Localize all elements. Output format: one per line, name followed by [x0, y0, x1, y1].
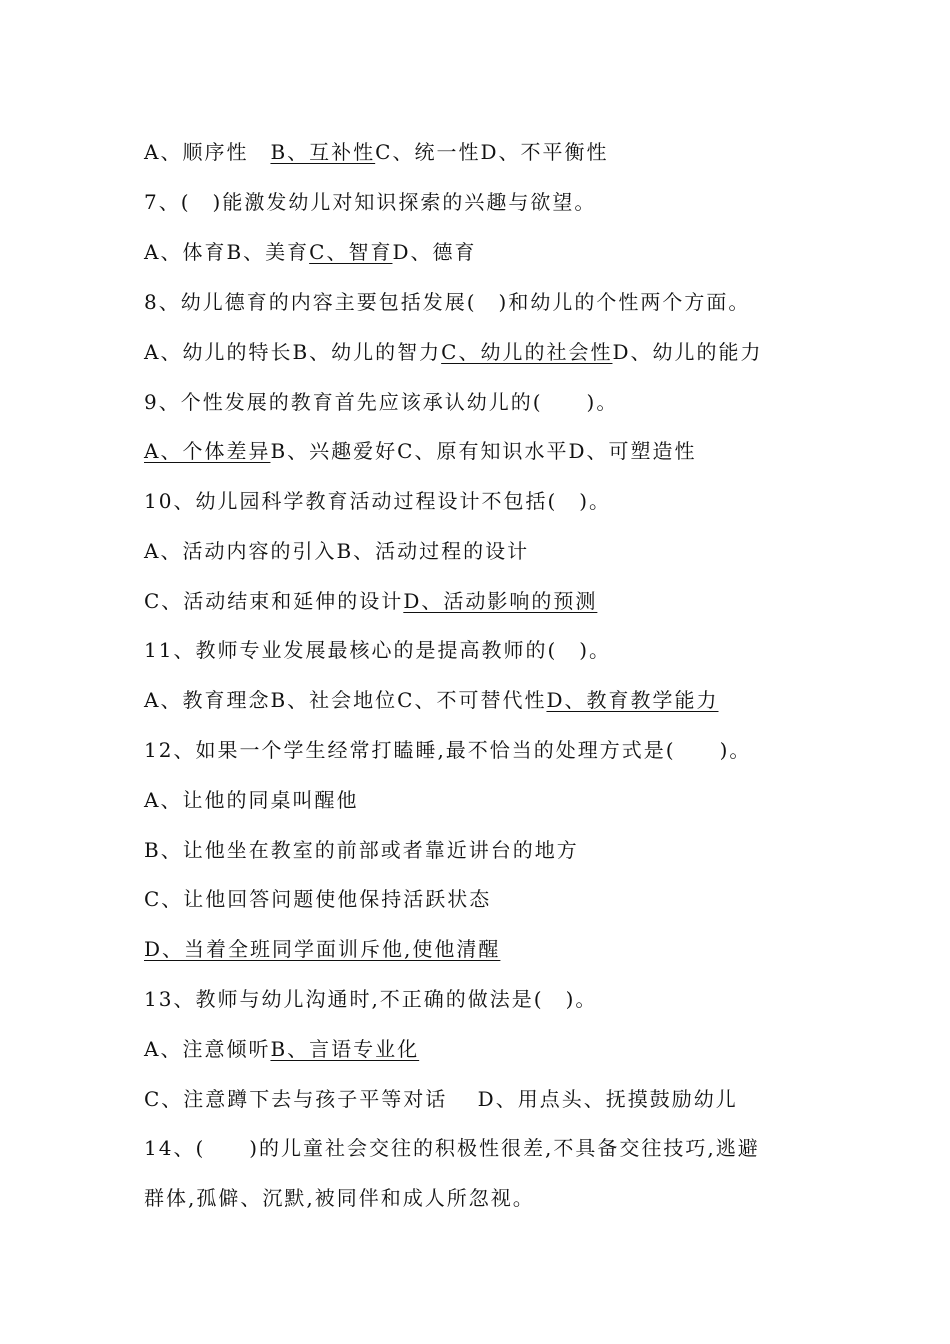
text-segment: 7、( )能激发幼儿对知识探索的兴趣与欲望。	[144, 190, 597, 214]
text-line	[144, 885, 491, 913]
text-segment: 13、教师与幼儿沟通时,不正确的做法是( )。	[144, 987, 598, 1011]
text-segment: A、幼儿的特长B、幼儿的智力	[144, 340, 442, 364]
text-line	[144, 537, 529, 565]
text-segment: A、注意倾听	[144, 1037, 271, 1061]
text-segment: C、活动结束和延伸的设计	[144, 589, 404, 613]
text-segment: 9、个性发展的教育首先应该承认幼儿的( )。	[144, 390, 619, 414]
text-segment: B、让他坐在教室的前部或者靠近讲台的地方	[144, 838, 579, 862]
answer-underlined: D、活动影响的预测	[403, 589, 598, 613]
text-line	[144, 388, 618, 416]
answer-underlined: D、当着全班同学面训斥他,使他清醒	[144, 937, 501, 961]
text-segment: D、德育	[392, 240, 477, 264]
text-segment: A、教育理念B、社会地位C、不可替代性	[144, 688, 547, 712]
text-line	[144, 736, 751, 764]
text-line	[144, 338, 763, 366]
answer-underlined: A、个体差异	[144, 439, 271, 463]
text-line	[144, 786, 358, 814]
text-segment: 10、幼儿园科学教育活动过程设计不包括( )。	[144, 489, 612, 513]
answer-underlined: B、互补性	[270, 140, 376, 164]
text-segment: A、活动内容的引入B、活动过程的设计	[144, 539, 530, 563]
text-line	[144, 587, 597, 615]
text-line	[144, 238, 477, 266]
text-segment: A、体育B、美育	[144, 240, 310, 264]
text-segment: D、幼儿的能力	[612, 340, 763, 364]
text-line	[144, 487, 611, 515]
text-segment: C、让他回答问题使他保持活跃状态	[144, 887, 492, 911]
text-line	[144, 935, 500, 963]
answer-underlined: D、教育教学能力	[546, 688, 719, 712]
text-segment: C、注意蹲下去与孩子平等对话 D、用点头、抚摸鼓励幼儿	[144, 1087, 738, 1111]
text-segment: 12、如果一个学生经常打瞌睡,最不恰当的处理方式是( )。	[144, 738, 752, 762]
text-line	[144, 636, 611, 664]
text-line	[144, 188, 596, 216]
text-segment: 11、教师专业发展最核心的是提高教师的( )。	[144, 638, 612, 662]
text-segment: A、让他的同桌叫醒他	[144, 788, 359, 812]
answer-underlined: B、言语专业化	[270, 1037, 420, 1061]
text-segment: 14、( )的儿童社会交往的积极性很差,不具备交往技巧,逃避	[144, 1136, 760, 1160]
text-line	[144, 1085, 738, 1113]
text-line	[144, 138, 609, 166]
text-line	[144, 985, 597, 1013]
text-line	[144, 836, 579, 864]
text-segment: A、顺序性	[144, 140, 271, 164]
answer-underlined: C、智育	[309, 240, 393, 264]
text-segment: 群体,孤僻、沉默,被同伴和成人所忽视。	[144, 1186, 535, 1210]
text-line	[144, 288, 750, 316]
answer-underlined: C、幼儿的社会性	[441, 340, 613, 364]
text-line	[144, 437, 697, 465]
text-segment: 8、幼儿德育的内容主要包括发展( )和幼儿的个性两个方面。	[144, 290, 751, 314]
text-segment: B、兴趣爱好C、原有知识水平D、可塑造性	[270, 439, 697, 463]
text-line	[144, 1035, 419, 1063]
text-line	[144, 1134, 760, 1162]
text-line	[144, 1184, 535, 1212]
text-line	[144, 686, 719, 714]
text-segment: C、统一性D、不平衡性	[375, 140, 609, 164]
